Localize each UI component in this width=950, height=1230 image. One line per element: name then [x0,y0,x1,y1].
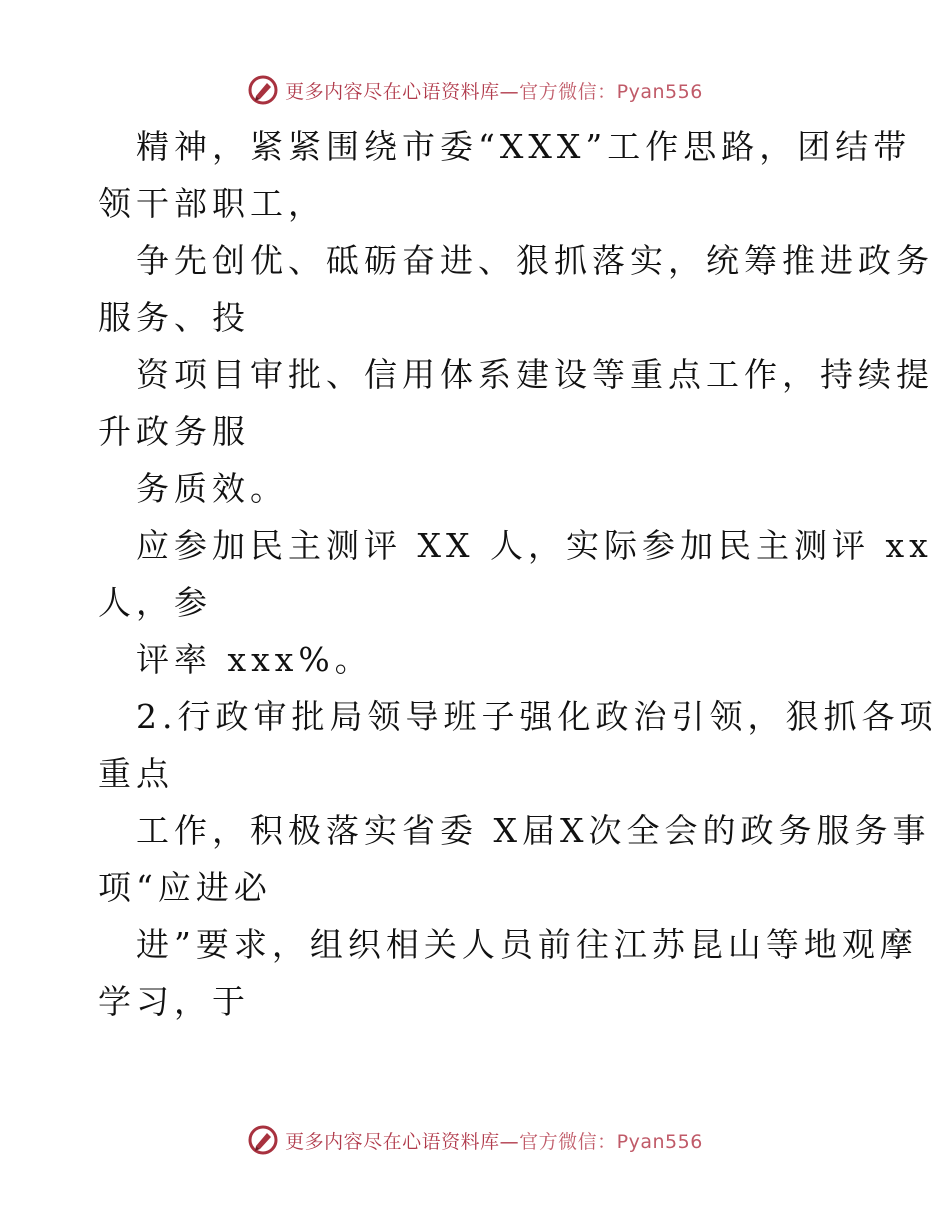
footer-watermark-banner [0,1120,950,1160]
paragraph-5: 应参加民主测评 XX 人，实际参加民主测评 xx 人，参 [98,526,933,622]
banner-text: 更多内容尽在心语资料库—官方微信：Pyan556 [285,80,703,103]
document-body [98,118,938,1030]
paragraph-4: 务质效。 [136,469,288,508]
paragraph-9: 进”要求，组织相关人员前往江苏昆山等地观摩 学习，于 [98,925,918,1021]
header-watermark-banner [0,70,950,110]
paragraph-1: 精神，紧紧围绕市委“XXX”工作思路，团结带 领干部职工， [98,127,912,223]
paragraph-8: 工作，积极落实省委 X届X次全会的政务服务事 项“应进必 [98,811,931,907]
pen-logo-icon [247,1124,279,1156]
paragraph-7: 2.行政审批局领导班子强化政治引领，狠抓各项 重点 [98,697,938,793]
banner-text: 更多内容尽在心语资料库—官方微信：Pyan556 [285,1130,703,1153]
paragraph-3: 资项目审批、信用体系建设等重点工作，持续提 升政务服 [98,355,934,451]
paragraph-2: 争先创优、砥砺奋进、狠抓落实，统筹推进政务 服务、投 [98,241,934,337]
paragraph-6: 评率 xxx%。 [136,640,373,679]
pen-logo-icon [247,74,279,106]
